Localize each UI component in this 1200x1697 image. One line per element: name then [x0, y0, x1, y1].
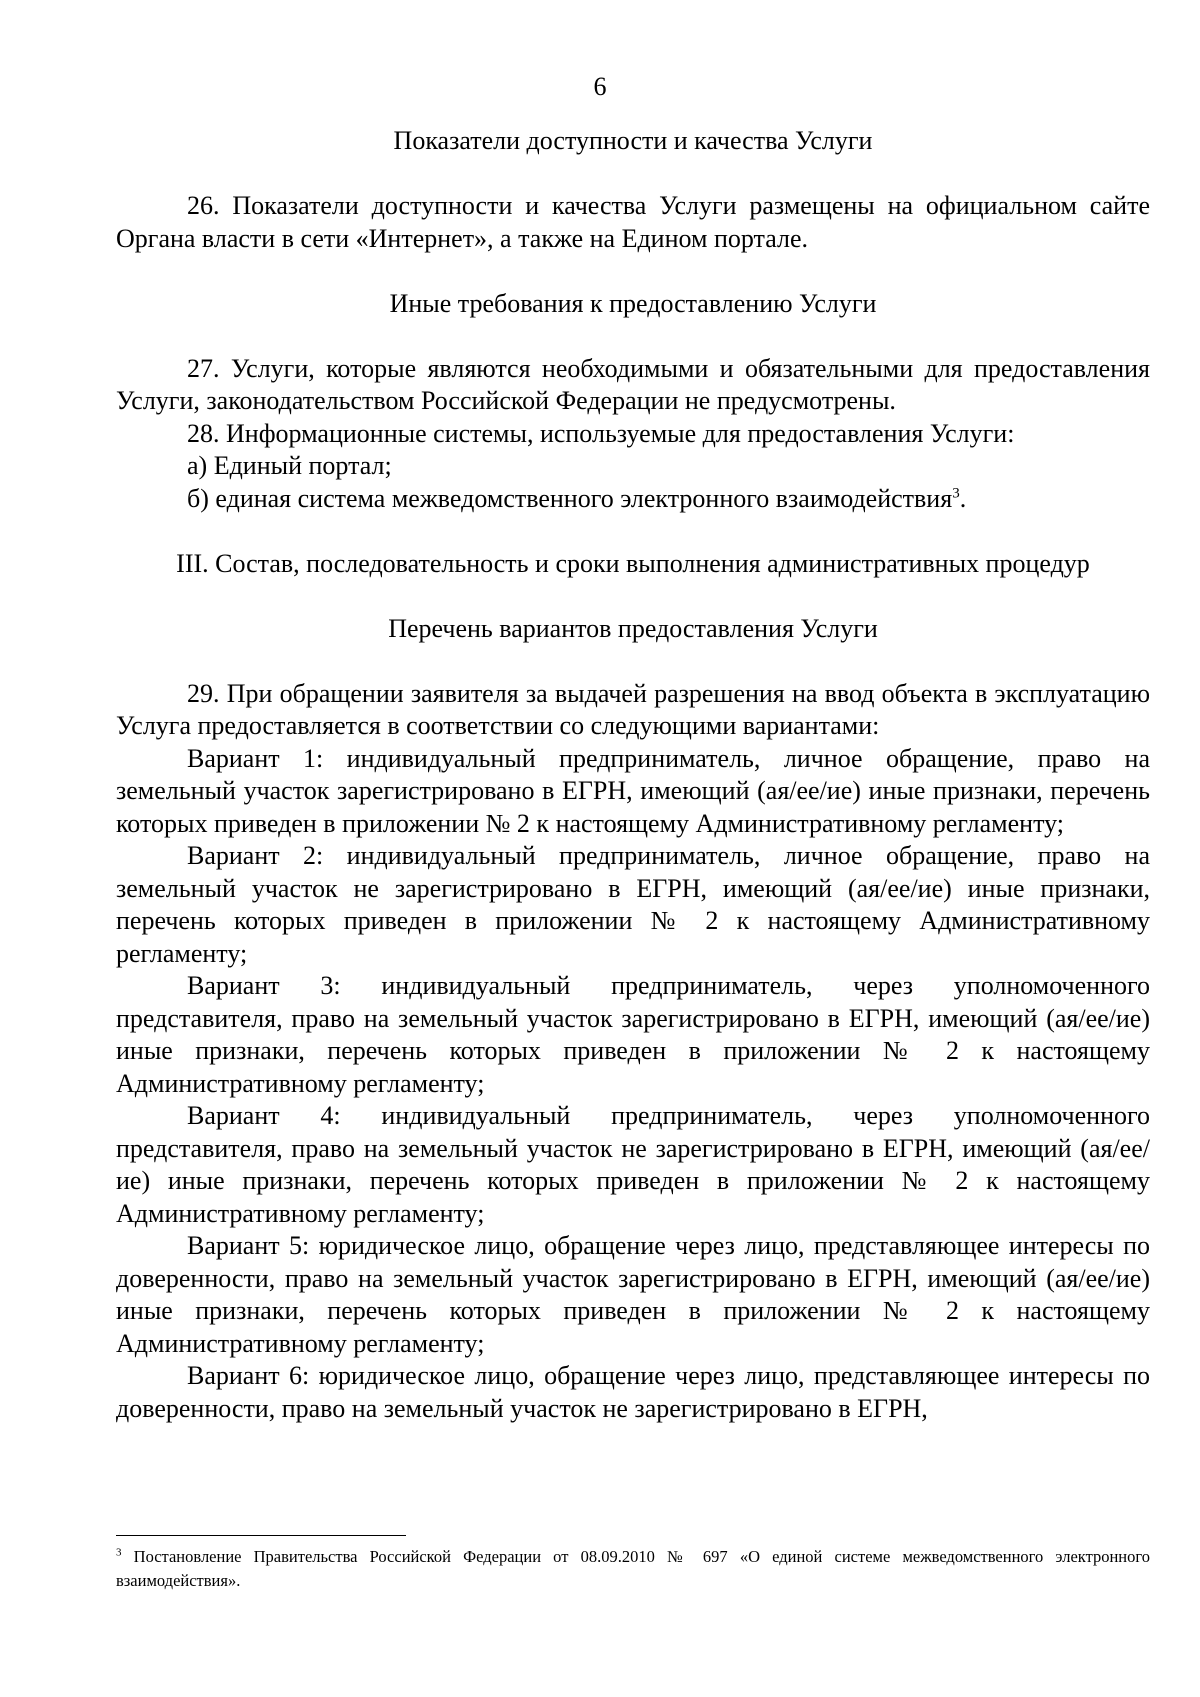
- section-3-heading: III. Состав, последовательность и сроки выполнения административных процедур: [176, 548, 1090, 578]
- list-item-b: [116, 483, 1150, 516]
- variant-3: Вариант 3: индивидуальный предприниматель, через уполномоченного представителя, право на земельный участок зарегистрировано в ЕГРН, имеющий (ая/ее/ие) иные признаки, перечень которых приведен в приложении № 2 к настоящему Административному регламенту;: [116, 971, 1150, 1098]
- list-item-a: а) Единый портал;: [187, 451, 392, 480]
- footnote-text: Постановление Правительства Российской Федерации от 08.09.2010 № 697 «О единой системе межведомственного электронного взаимодействия».: [116, 1547, 1150, 1590]
- paragraph-27: 27. Услуги, которые являются необходимыми и обязательными для предоставления Услуги, законодательством Российской Федерации не предусмотрены.: [116, 353, 1150, 415]
- heading-other-requirements: Иные требования к предоставлению Услуги: [389, 288, 877, 318]
- paragraph-29: 29. При обращении заявителя за выдачей разрешения на ввод объекта в эксплуатацию Услуга предоставляется в соответствии со следующими вариантами:: [116, 678, 1150, 740]
- footnote-divider: [116, 1535, 406, 1536]
- variant-2: Вариант 2: индивидуальный предприниматель, личное обращение, право на земельный участок не зарегистрировано в ЕГРН, имеющий (ая/ее/ие) иные признаки, перечень которых приведен в приложении № 2 к настоящему Административному регламенту;: [116, 841, 1150, 968]
- footnote-3: [116, 1545, 1150, 1593]
- footnote-reference[interactable]: 3: [952, 484, 960, 501]
- heading-variants-list: Перечень вариантов предоставления Услуги: [388, 613, 878, 643]
- variant-6: Вариант 6: юридическое лицо, обращение через лицо, представляющее интересы по доверенности, право на земельный участок не зарегистрировано в ЕГРН,: [116, 1361, 1150, 1423]
- paragraph-28: 28. Информационные системы, используемые для предоставления Услуги:: [187, 418, 1015, 448]
- variant-1: Вариант 1: индивидуальный предприниматель, личное обращение, право на земельный участок зарегистрировано в ЕГРН, имеющий (ая/ее/ие) иные признаки, перечень которых приведен в приложении № 2 к настоящему Административному регламенту;: [116, 743, 1150, 838]
- variant-4: Вариант 4: индивидуальный предприниматель, через уполномоченного представителя, право на земельный участок не зарегистрировано в ЕГРН, имеющий (ая/ее/ие) иные признаки, перечень которых приведен в приложении № 2 к настоящему Административному регламенту;: [116, 1101, 1150, 1228]
- paragraph-26: 26. Показатели доступности и качества Услуги размещены на официальном сайте Органа власти в сети «Интернет», а также на Едином портале.: [116, 191, 1150, 253]
- list-item-b-end: .: [959, 483, 967, 513]
- document-body: [116, 125, 1150, 1425]
- list-item-b-text: б) единая система межведомственного электронного взаимодействия: [187, 483, 953, 513]
- heading-accessibility-quality: Показатели доступности и качества Услуги: [393, 126, 873, 155]
- page-number: 6: [593, 72, 607, 101]
- footnote-number: 3: [116, 1546, 122, 1559]
- variant-5: Вариант 5: юридическое лицо, обращение через лицо, представляющее интересы по доверенности, право на земельный участок зарегистрировано в ЕГРН, имеющий (ая/ее/ие) иные признаки, перечень которых приведен в приложении № 2 к настоящему Административному регламенту;: [116, 1231, 1150, 1358]
